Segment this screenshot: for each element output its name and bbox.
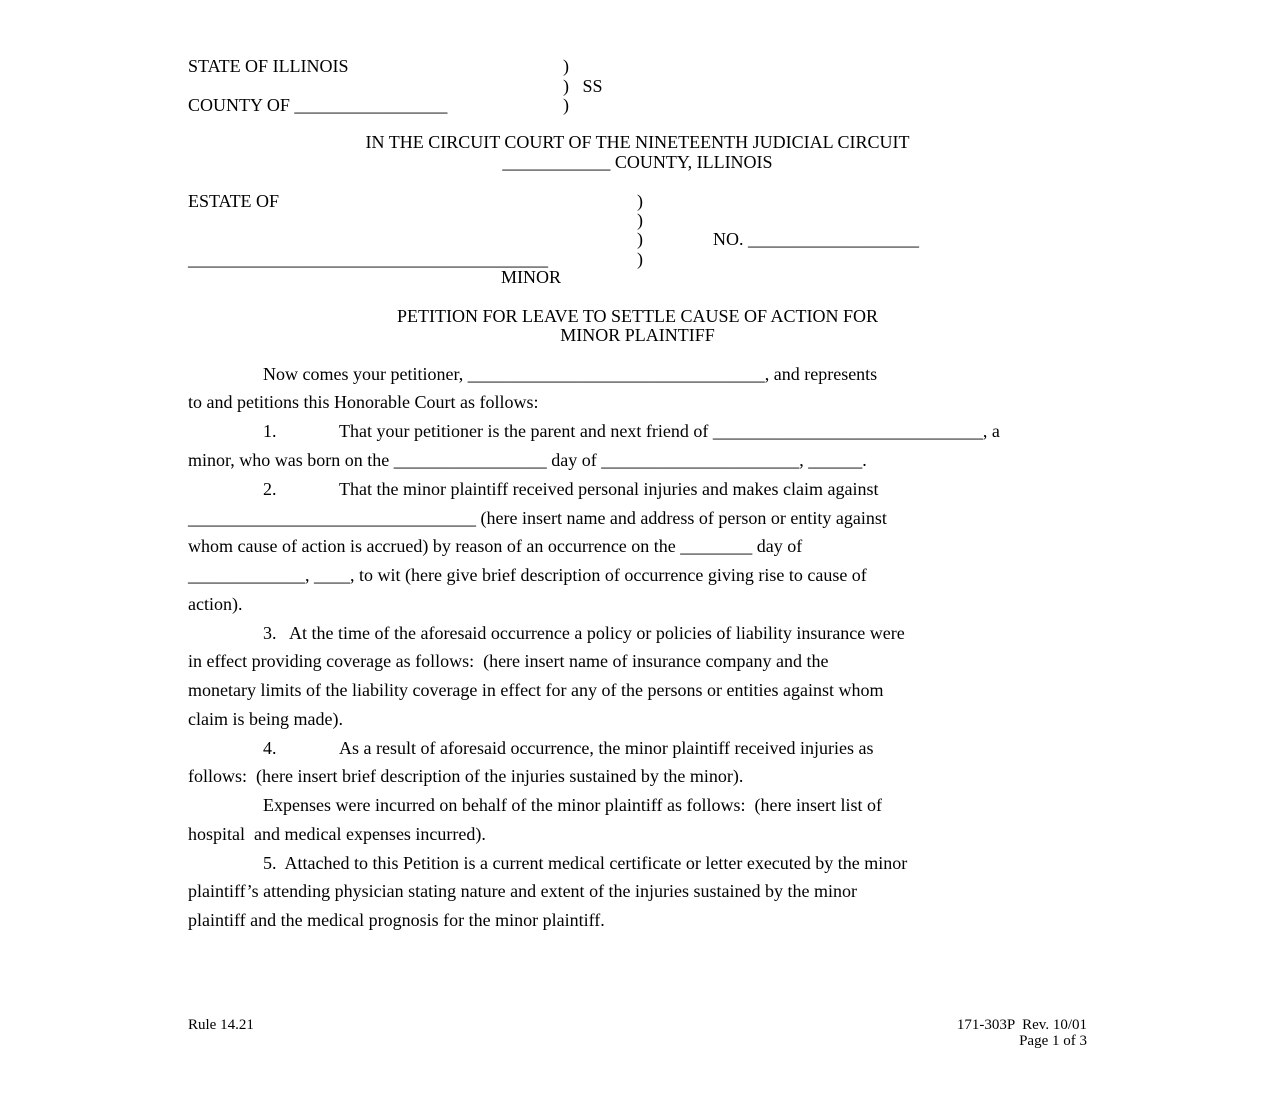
intro-line: Now comes your petitioner, _________________________________, and represents — [263, 364, 878, 384]
county-of-field[interactable]: COUNTY OF _________________ — [188, 95, 448, 115]
paragraph-2-line: action). — [188, 594, 243, 614]
estate-paren: ) — [637, 191, 643, 211]
rule-number: Rule 14.21 — [188, 1017, 254, 1033]
minor-label: MINOR — [501, 267, 562, 287]
paragraph-2-line: ________________________________ (here insert name and address of person or entity against — [188, 508, 887, 528]
expenses-line: Expenses were incurred on behalf of the minor plaintiff as follows: (here insert list of — [263, 795, 882, 815]
paragraph-3-line: in effect providing coverage as follows: (here insert name of insurance company and the — [188, 651, 829, 671]
paragraph-5-line: plaintiff’s attending physician stating nature and extent of the injuries sustained by the minor — [188, 881, 858, 901]
minor-name-field[interactable]: ________________________________________ — [188, 249, 548, 269]
paragraph-1-line: minor, who was born on the _________________ day of ______________________, ______. — [188, 450, 867, 470]
paragraph-1-line: That your petitioner is the parent and next friend of ______________________________, a — [339, 421, 1000, 441]
court-heading: IN THE CIRCUIT COURT OF THE NINETEENTH JUDICIAL CIRCUIT — [365, 132, 910, 152]
caption-paren: ) — [563, 56, 569, 76]
petition-title-line2: MINOR PLAINTIFF — [560, 325, 715, 345]
paragraph-2-line: _____________, ____, to wit (here give brief description of occurrence giving rise to cause of — [188, 565, 867, 585]
estate-paren: ) — [637, 249, 643, 269]
estate-paren: ) — [637, 229, 643, 249]
paragraph-5-line: plaintiff and the medical prognosis for the minor plaintiff. — [188, 910, 605, 930]
paragraph-number: 2. — [263, 479, 277, 499]
paragraph-3-line: monetary limits of the liability coverage in effect for any of the persons or entities against whom — [188, 680, 884, 700]
paragraph-3-line: claim is being made). — [188, 709, 343, 729]
intro-line: to and petitions this Honorable Court as follows: — [188, 392, 539, 412]
paragraph-2-line: That the minor plaintiff received personal injuries and makes claim against — [339, 479, 879, 499]
page-number: Page 1 of 3 — [1019, 1033, 1087, 1049]
paragraph-number: 1. — [263, 421, 277, 441]
court-county-line: ____________ COUNTY, ILLINOIS — [502, 152, 773, 172]
paragraph-2-line: whom cause of action is accrued) by reason of an occurrence on the ________ day of — [188, 536, 803, 556]
estate-paren: ) — [637, 210, 643, 230]
case-number-field[interactable]: NO. ___________________ — [713, 229, 919, 249]
petition-title: PETITION FOR LEAVE TO SETTLE CAUSE OF ACTION FOR — [396, 306, 879, 326]
paragraph-number: 4. — [263, 738, 277, 758]
state-of-label: STATE OF ILLINOIS — [188, 56, 349, 76]
estate-of-label: ESTATE OF — [188, 191, 280, 211]
paragraph-5-line: 5. Attached to this Petition is a current medical certificate or letter executed by the minor — [263, 853, 908, 873]
paragraph-3-line: 3. At the time of the aforesaid occurrence a policy or policies of liability insurance were — [263, 623, 905, 643]
caption-paren: ) — [563, 95, 569, 115]
form-number: 171-303P Rev. 10/01 — [956, 1017, 1087, 1033]
expenses-line: hospital and medical expenses incurred). — [188, 824, 486, 844]
caption-paren-ss: ) SS — [563, 76, 603, 96]
paragraph-4-line: As a result of aforesaid occurrence, the minor plaintiff received injuries as — [339, 738, 874, 758]
paragraph-4-line: follows: (here insert brief description of the injuries sustained by the minor). — [188, 766, 744, 786]
